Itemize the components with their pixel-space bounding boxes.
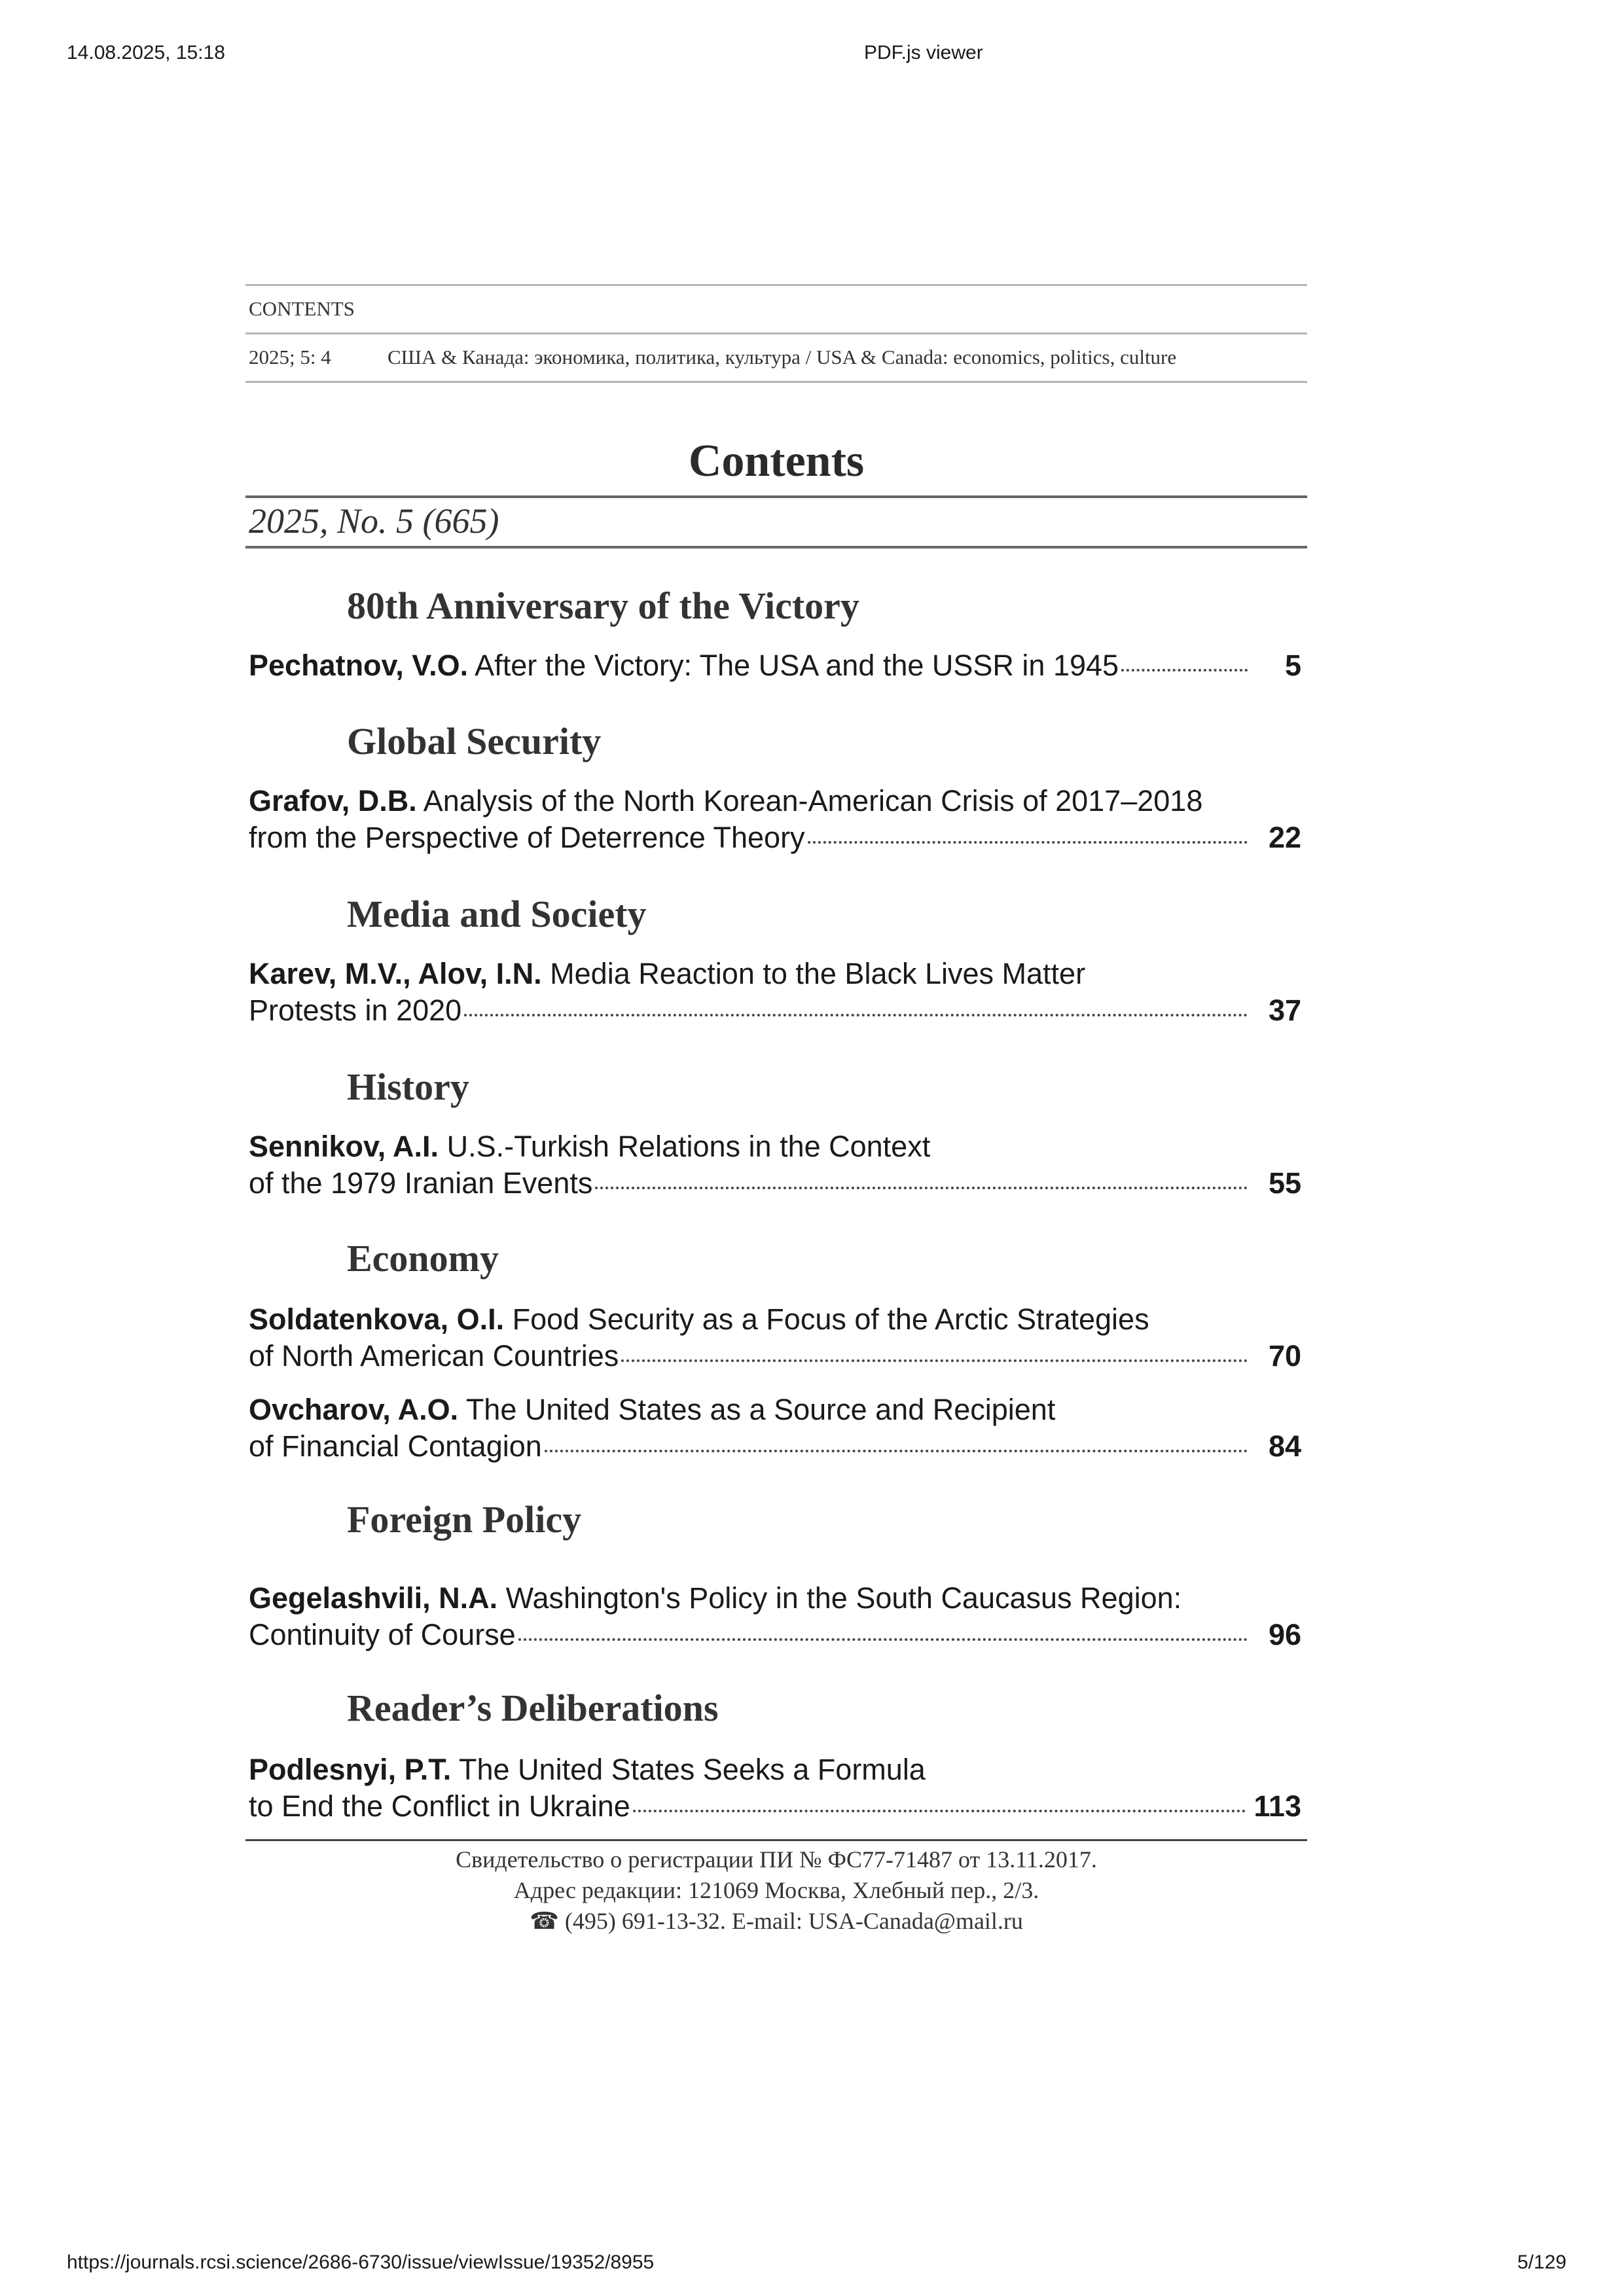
entry-author: Gegelashvili, N.A. bbox=[249, 1581, 498, 1615]
divider bbox=[245, 495, 1307, 498]
print-datetime: 14.08.2025, 15:18 bbox=[67, 42, 225, 63]
section-heading: 80th Anniversary of the Victory bbox=[347, 584, 859, 627]
phone-icon: ☎ bbox=[530, 1908, 559, 1934]
toc-entry[interactable] bbox=[249, 1751, 1301, 1825]
entry-last-line bbox=[249, 1165, 1301, 1202]
divider bbox=[245, 1839, 1307, 1841]
issue-ref: 2025; 5: 4 bbox=[249, 346, 331, 368]
entry-last-line bbox=[249, 1617, 1301, 1653]
entry-first-line bbox=[249, 956, 1301, 992]
dot-leader bbox=[808, 841, 1248, 844]
entry-title-continued: to End the Conflict in Ukraine bbox=[249, 1789, 630, 1823]
entry-first-line bbox=[249, 1128, 1301, 1165]
toc-entry[interactable] bbox=[249, 956, 1301, 1029]
section-heading: Media and Society bbox=[347, 893, 647, 935]
entry-author: Sennikov, A.I. bbox=[249, 1130, 439, 1163]
toc-entry[interactable] bbox=[249, 1391, 1301, 1465]
entry-page-number[interactable]: 113 bbox=[1254, 1789, 1301, 1823]
entry-title-continued: of North American Countries bbox=[249, 1339, 619, 1372]
toc-entry[interactable] bbox=[249, 1580, 1301, 1653]
divider bbox=[245, 381, 1307, 383]
entry-last-line bbox=[249, 1428, 1301, 1465]
entry-author: Grafov, D.B. bbox=[249, 784, 417, 817]
entry-title: Media Reaction to the Black Lives Matter bbox=[550, 957, 1086, 990]
dot-leader bbox=[545, 1450, 1248, 1452]
page-title: Contents bbox=[688, 436, 865, 486]
dot-leader bbox=[464, 1014, 1248, 1016]
contact-text: (495) 691-13-32. E-mail: USA-Canada@mail.ru bbox=[564, 1908, 1023, 1934]
entry-text bbox=[249, 647, 1119, 684]
toc-entry[interactable] bbox=[249, 647, 1301, 684]
entry-last-line bbox=[249, 1788, 1301, 1825]
toc-entry[interactable] bbox=[249, 1301, 1301, 1374]
dot-leader bbox=[621, 1359, 1248, 1362]
section-heading: Economy bbox=[347, 1237, 499, 1280]
entry-first-line bbox=[249, 783, 1301, 819]
entry-page-number[interactable]: 84 bbox=[1268, 1429, 1301, 1463]
footer bbox=[245, 1844, 1307, 1937]
dot-leader bbox=[518, 1638, 1248, 1641]
section-heading: History bbox=[347, 1066, 469, 1108]
entry-title: Analysis of the North Korean-American Crisis of 2017–2018 bbox=[423, 784, 1203, 817]
entry-page-number[interactable]: 96 bbox=[1268, 1618, 1301, 1651]
entry-page-number[interactable]: 70 bbox=[1268, 1339, 1301, 1372]
dot-leader bbox=[633, 1810, 1246, 1812]
entry-title-continued: Protests in 2020 bbox=[249, 994, 462, 1027]
entry-author: Pechatnov, V.O. bbox=[249, 649, 469, 682]
entry-title: Washington's Policy in the South Caucasus Region: bbox=[505, 1581, 1182, 1615]
entry-title: U.S.-Turkish Relations in the Context bbox=[446, 1130, 931, 1163]
entry-first-line bbox=[249, 1751, 1301, 1788]
entry-title-continued: Continuity of Course bbox=[249, 1618, 516, 1651]
entry-author: Karev, M.V., Alov, I.N. bbox=[249, 957, 542, 990]
divider bbox=[245, 284, 1307, 286]
dot-leader bbox=[1121, 669, 1248, 672]
toc-entry[interactable] bbox=[249, 1128, 1301, 1202]
registration-text: Свидетельство о регистрации ПИ № ФС77-71487 от 13.11.2017. bbox=[456, 1846, 1097, 1873]
entry-last-line bbox=[249, 819, 1301, 856]
issue-number: 2025, No. 5 (665) bbox=[249, 501, 499, 541]
entry-author: Soldatenkova, O.I. bbox=[249, 1302, 505, 1336]
section-heading: Reader’s Deliberations bbox=[347, 1687, 719, 1729]
journal-name: США & Канада: экономика, политика, культура / USA & Canada: economics, politics, culture bbox=[388, 346, 1177, 368]
entry-page-number[interactable]: 5 bbox=[1284, 649, 1301, 682]
entry-author: Ovcharov, A.O. bbox=[249, 1393, 459, 1426]
entry-last-line bbox=[249, 1338, 1301, 1374]
entry-page-number[interactable]: 22 bbox=[1268, 821, 1301, 854]
address-text: Адрес редакции: 121069 Москва, Хлебный пер., 2/3. bbox=[513, 1877, 1039, 1903]
entry-author: Podlesnyi, P.T. bbox=[249, 1753, 452, 1786]
entry-title: The United States as a Source and Recipient bbox=[465, 1393, 1056, 1426]
running-head-section: CONTENTS bbox=[249, 297, 355, 320]
section-heading: Foreign Policy bbox=[347, 1498, 582, 1541]
entry-page-number[interactable]: 55 bbox=[1268, 1166, 1301, 1200]
entry-title: After the Victory: The USA and the USSR in 1945 bbox=[475, 649, 1119, 682]
entry-first-line bbox=[249, 1391, 1301, 1428]
entry-title-continued: from the Perspective of Deterrence Theory bbox=[249, 821, 805, 854]
entry-last-line bbox=[249, 647, 1301, 684]
entry-title-continued: of Financial Contagion bbox=[249, 1429, 542, 1463]
divider bbox=[245, 546, 1307, 548]
divider bbox=[245, 332, 1307, 334]
dot-leader bbox=[595, 1187, 1248, 1189]
entry-title-continued: of the 1979 Iranian Events bbox=[249, 1166, 593, 1200]
page-counter: 5/129 bbox=[1517, 2251, 1567, 2273]
entry-first-line bbox=[249, 1301, 1301, 1338]
entry-title: The United States Seeks a Formula bbox=[459, 1753, 926, 1786]
print-title: PDF.js viewer bbox=[864, 42, 983, 63]
entry-first-line bbox=[249, 1580, 1301, 1617]
entry-title: Food Security as a Focus of the Arctic Strategies bbox=[512, 1302, 1149, 1336]
toc-entry[interactable] bbox=[249, 783, 1301, 856]
page-url: https://journals.rcsi.science/2686-6730/issue/viewIssue/19352/8955 bbox=[67, 2251, 655, 2273]
entry-last-line bbox=[249, 992, 1301, 1029]
section-heading: Global Security bbox=[347, 720, 602, 762]
entry-page-number[interactable]: 37 bbox=[1268, 994, 1301, 1027]
